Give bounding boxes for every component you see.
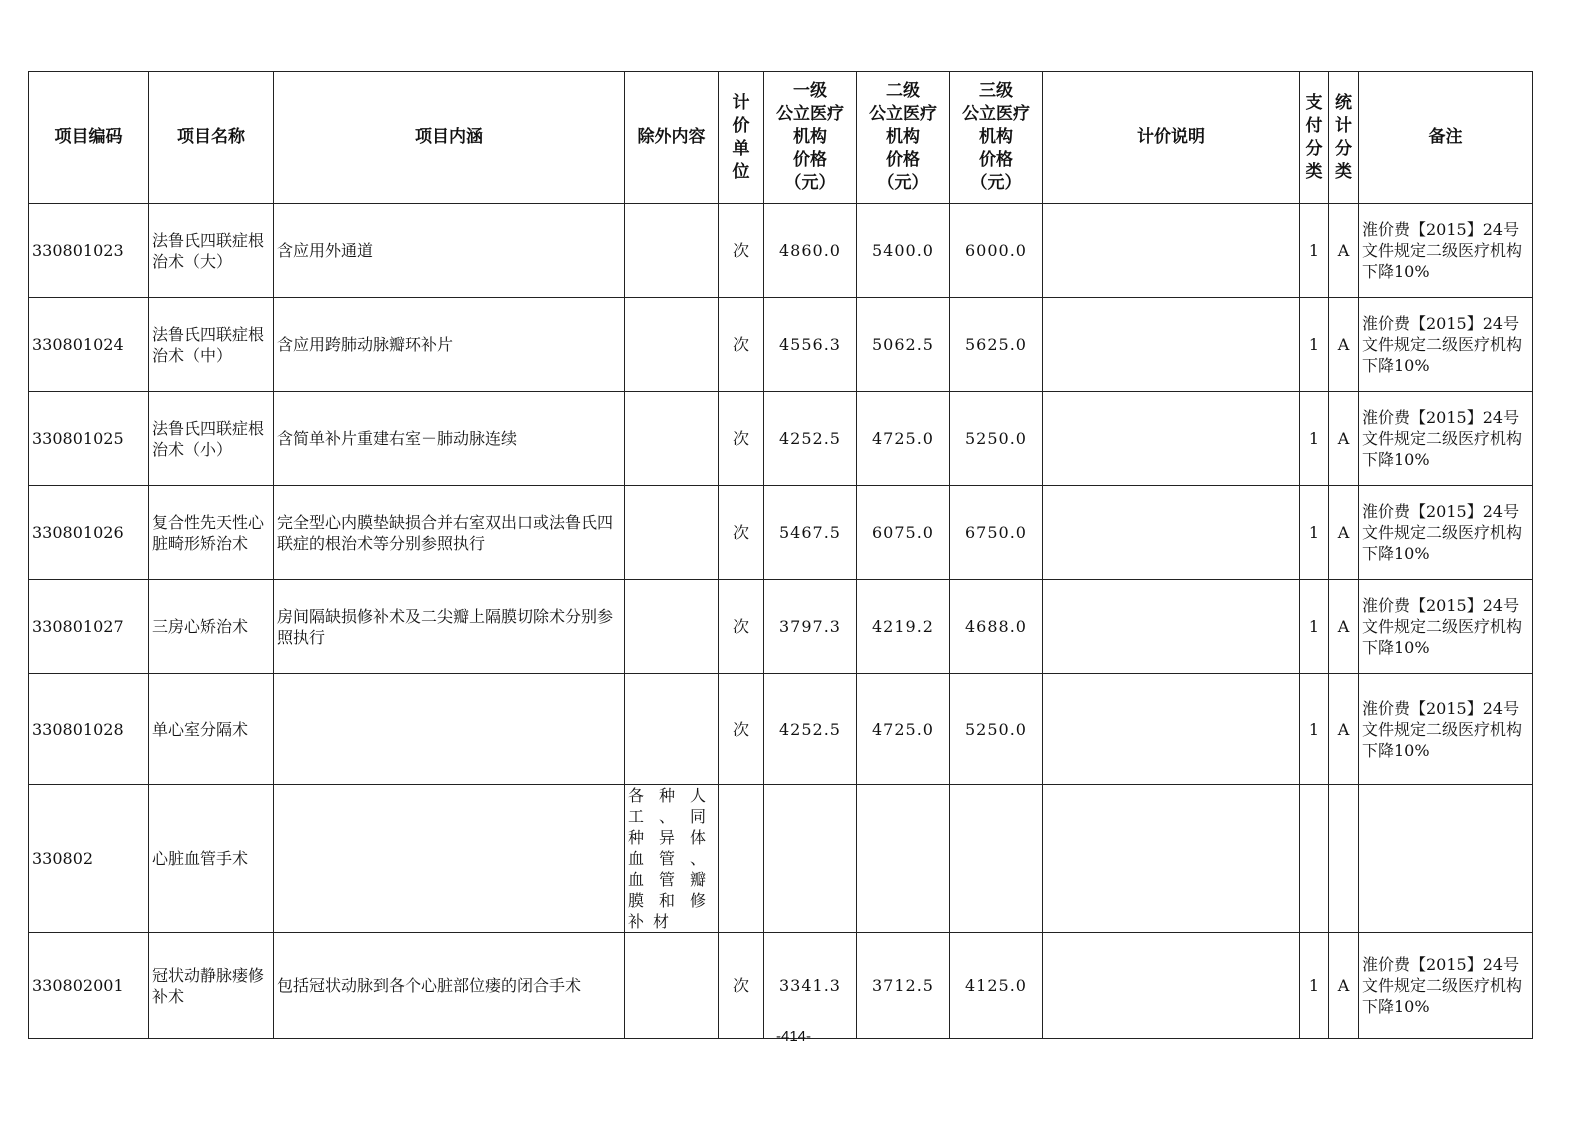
header-level3-price: 三级 公立医疗 机构 价格 （元） — [950, 72, 1043, 204]
cell-level1-price — [764, 785, 857, 933]
cell-code: 330801026 — [29, 486, 149, 580]
cell-level2-price: 4725.0 — [857, 674, 950, 785]
cell-pricing-note — [1043, 580, 1300, 674]
cell-content: 含应用外通道 — [274, 204, 625, 298]
cell-unit: 次 — [719, 392, 764, 486]
cell-exclusion — [625, 486, 719, 580]
cell-level3-price: 5625.0 — [950, 298, 1043, 392]
cell-level2-price — [857, 785, 950, 933]
cell-code: 330801027 — [29, 580, 149, 674]
table-row — [29, 486, 1533, 580]
cell-level1-price: 3341.3 — [764, 933, 857, 1039]
cell-level3-price: 5250.0 — [950, 674, 1043, 785]
header-level2-price: 二级 公立医疗 机构 价格 （元） — [857, 72, 950, 204]
cell-payment-category: 1 — [1300, 933, 1329, 1039]
cell-statistic-category: A — [1329, 933, 1359, 1039]
cell-exclusion — [625, 298, 719, 392]
cell-level2-price: 3712.5 — [857, 933, 950, 1039]
cell-exclusion — [625, 933, 719, 1039]
cell-statistic-category: A — [1329, 486, 1359, 580]
cell-level2-price: 5062.5 — [857, 298, 950, 392]
cell-unit: 次 — [719, 486, 764, 580]
cell-level1-price: 4252.5 — [764, 392, 857, 486]
cell-exclusion — [625, 392, 719, 486]
cell-name: 三房心矫治术 — [149, 580, 274, 674]
cell-remark: 淮价费【2015】24号文件规定二级医疗机构下降10% — [1359, 580, 1533, 674]
cell-pricing-note — [1043, 204, 1300, 298]
cell-payment-category: 1 — [1300, 298, 1329, 392]
cell-remark: 淮价费【2015】24号文件规定二级医疗机构下降10% — [1359, 674, 1533, 785]
cell-level1-price: 4252.5 — [764, 674, 857, 785]
cell-pricing-note — [1043, 392, 1300, 486]
table-row — [29, 933, 1533, 1039]
cell-level2-price: 5400.0 — [857, 204, 950, 298]
cell-content — [274, 785, 625, 933]
cell-statistic-category: A — [1329, 204, 1359, 298]
header-level1-price: 一级 公立医疗 机构 价格 （元） — [764, 72, 857, 204]
table-row — [29, 392, 1533, 486]
cell-name: 法鲁氏四联症根治术（大） — [149, 204, 274, 298]
cell-code: 330801023 — [29, 204, 149, 298]
cell-unit: 次 — [719, 204, 764, 298]
header-content: 项目内涵 — [274, 72, 625, 204]
cell-remark — [1359, 785, 1533, 933]
cell-payment-category: 1 — [1300, 580, 1329, 674]
cell-content: 包括冠状动脉到各个心脏部位瘘的闭合手术 — [274, 933, 625, 1039]
cell-level1-price: 3797.3 — [764, 580, 857, 674]
cell-name: 复合性先天性心脏畸形矫治术 — [149, 486, 274, 580]
cell-name: 法鲁氏四联症根治术（中） — [149, 298, 274, 392]
cell-code: 330802001 — [29, 933, 149, 1039]
cell-content: 含简单补片重建右室－肺动脉连续 — [274, 392, 625, 486]
header-exclusion: 除外内容 — [625, 72, 719, 204]
cell-content: 完全型心内膜垫缺损合并右室双出口或法鲁氏四联症的根治术等分别参照执行 — [274, 486, 625, 580]
cell-pricing-note — [1043, 486, 1300, 580]
cell-content: 房间隔缺损修补术及二尖瓣上隔膜切除术分别参照执行 — [274, 580, 625, 674]
cell-exclusion — [625, 204, 719, 298]
cell-level1-price: 5467.5 — [764, 486, 857, 580]
cell-unit: 次 — [719, 298, 764, 392]
cell-code: 330801028 — [29, 674, 149, 785]
cell-statistic-category: A — [1329, 674, 1359, 785]
table-row — [29, 298, 1533, 392]
cell-content — [274, 674, 625, 785]
cell-payment-category — [1300, 785, 1329, 933]
cell-level3-price — [950, 785, 1043, 933]
price-table — [28, 71, 1533, 1039]
header-pricing-note: 计价说明 — [1043, 72, 1300, 204]
cell-payment-category: 1 — [1300, 486, 1329, 580]
cell-pricing-note — [1043, 674, 1300, 785]
header-code: 项目编码 — [29, 72, 149, 204]
cell-unit: 次 — [719, 580, 764, 674]
header-name: 项目名称 — [149, 72, 274, 204]
cell-remark: 淮价费【2015】24号文件规定二级医疗机构下降10% — [1359, 392, 1533, 486]
cell-level2-price: 4725.0 — [857, 392, 950, 486]
cell-name: 单心室分隔术 — [149, 674, 274, 785]
table-row — [29, 785, 1533, 933]
table-row — [29, 580, 1533, 674]
cell-payment-category: 1 — [1300, 674, 1329, 785]
cell-level3-price: 4688.0 — [950, 580, 1043, 674]
cell-unit — [719, 785, 764, 933]
header-row — [29, 72, 1533, 204]
cell-unit: 次 — [719, 674, 764, 785]
table-row — [29, 204, 1533, 298]
cell-name: 法鲁氏四联症根治术（小） — [149, 392, 274, 486]
cell-name: 冠状动静脉瘘修补术 — [149, 933, 274, 1039]
cell-content: 含应用跨肺动脉瓣环补片 — [274, 298, 625, 392]
cell-pricing-note — [1043, 785, 1300, 933]
table-row — [29, 674, 1533, 785]
cell-level2-price: 4219.2 — [857, 580, 950, 674]
cell-code: 330802 — [29, 785, 149, 933]
cell-unit: 次 — [719, 933, 764, 1039]
cell-exclusion — [625, 674, 719, 785]
cell-level3-price: 6000.0 — [950, 204, 1043, 298]
cell-statistic-category: A — [1329, 298, 1359, 392]
page-number: -414- — [775, 1028, 812, 1045]
cell-level3-price: 6750.0 — [950, 486, 1043, 580]
cell-statistic-category — [1329, 785, 1359, 933]
header-unit: 计 价 单 位 — [719, 72, 764, 204]
cell-level3-price: 5250.0 — [950, 392, 1043, 486]
table-body — [29, 204, 1533, 1039]
cell-payment-category: 1 — [1300, 204, 1329, 298]
cell-statistic-category: A — [1329, 580, 1359, 674]
cell-remark: 淮价费【2015】24号文件规定二级医疗机构下降10% — [1359, 486, 1533, 580]
header-statistic-category: 统 计 分 类 — [1329, 72, 1359, 204]
cell-exclusion: 各种人工、同种异体血管、血管瓣膜和修补材 — [625, 785, 719, 933]
cell-name: 心脏血管手术 — [149, 785, 274, 933]
header-remark: 备注 — [1359, 72, 1533, 204]
cell-remark: 淮价费【2015】24号文件规定二级医疗机构下降10% — [1359, 298, 1533, 392]
cell-payment-category: 1 — [1300, 392, 1329, 486]
cell-remark: 淮价费【2015】24号文件规定二级医疗机构下降10% — [1359, 204, 1533, 298]
cell-statistic-category: A — [1329, 392, 1359, 486]
cell-pricing-note — [1043, 298, 1300, 392]
cell-pricing-note — [1043, 933, 1300, 1039]
cell-level1-price: 4860.0 — [764, 204, 857, 298]
cell-remark: 淮价费【2015】24号文件规定二级医疗机构下降10% — [1359, 933, 1533, 1039]
cell-exclusion — [625, 580, 719, 674]
header-payment-category: 支 付 分 类 — [1300, 72, 1329, 204]
cell-level2-price: 6075.0 — [857, 486, 950, 580]
cell-level1-price: 4556.3 — [764, 298, 857, 392]
cell-code: 330801024 — [29, 298, 149, 392]
cell-level3-price: 4125.0 — [950, 933, 1043, 1039]
cell-code: 330801025 — [29, 392, 149, 486]
